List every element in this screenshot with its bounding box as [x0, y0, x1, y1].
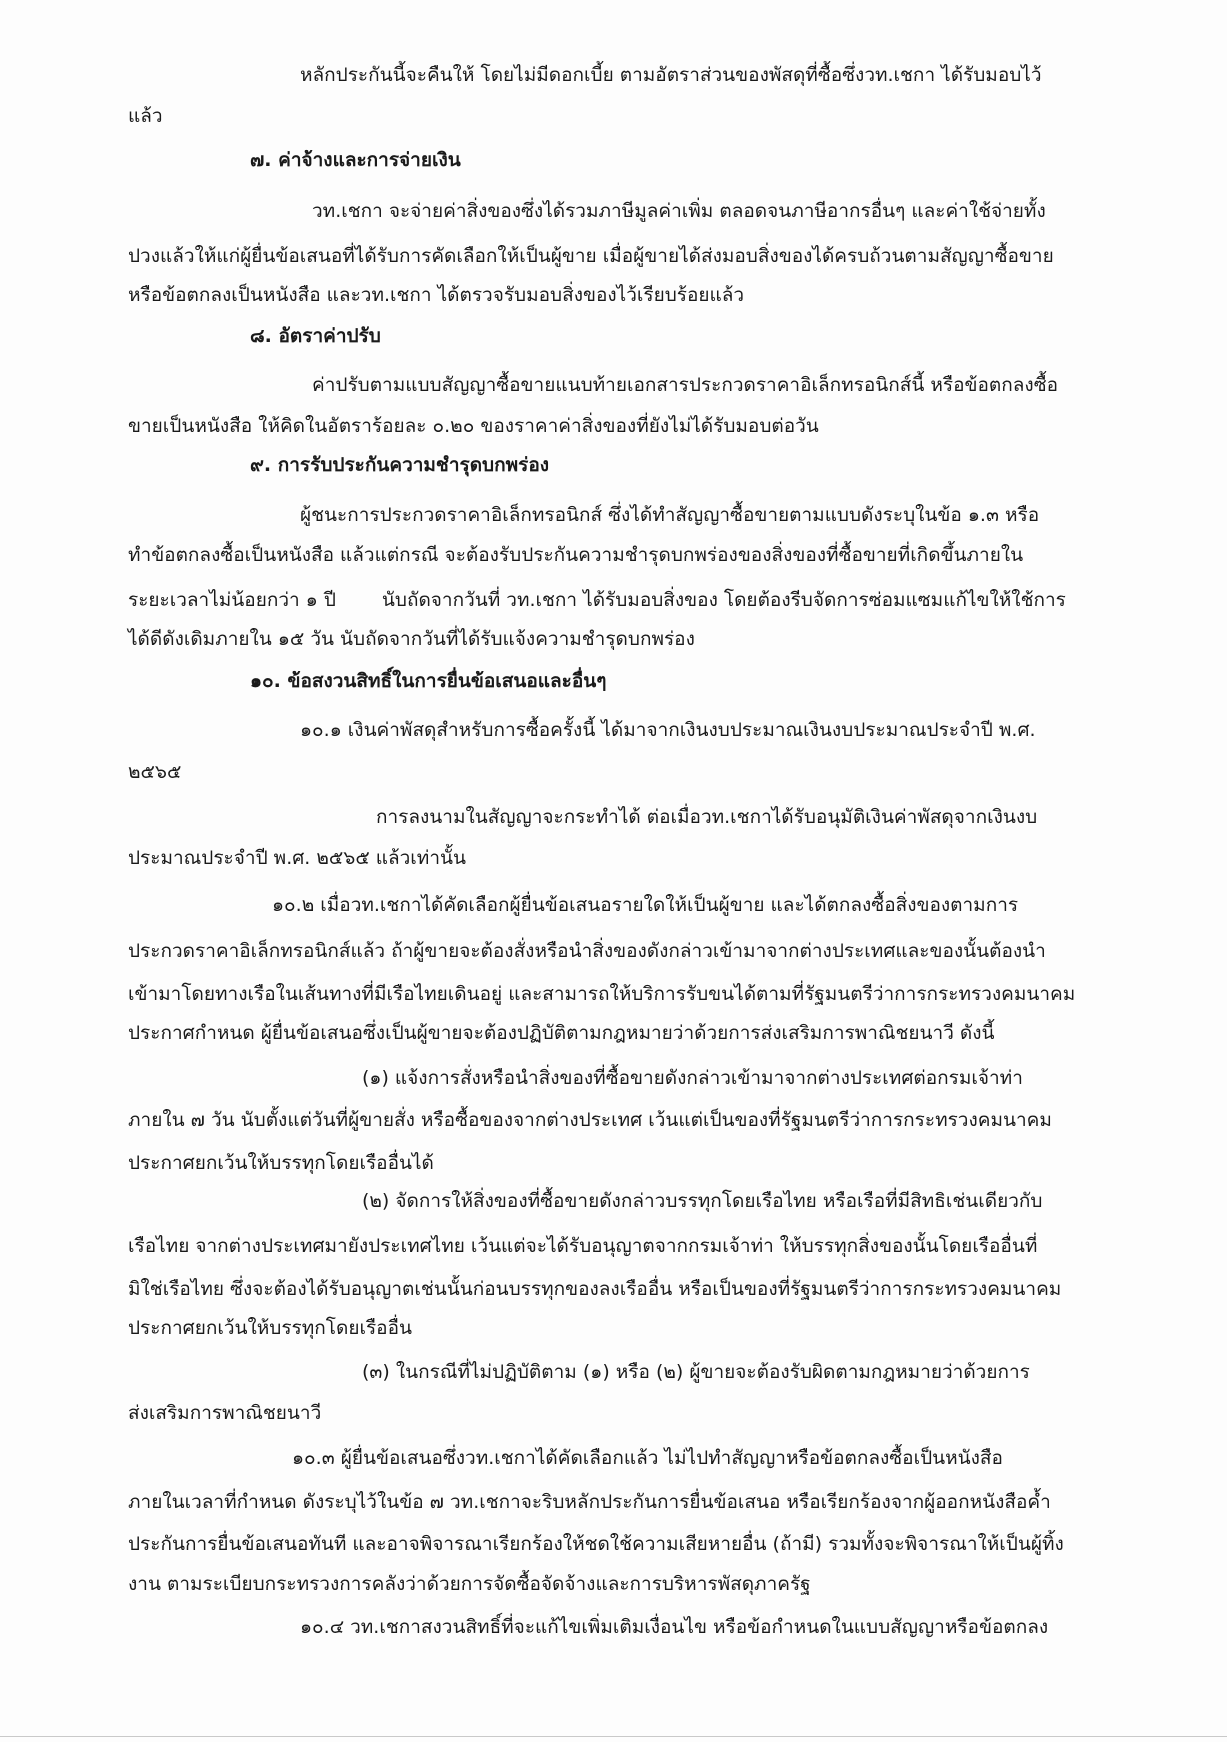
paragraph-line: ค่าปรับตามแบบสัญญาซื้อขายแนบท้ายเอกสารประกวดราคาอิเล็กทรอนิกส์นี้ หรือข้อตกลงซื้อ	[312, 374, 1059, 396]
paragraph-line: เข้ามาโดยทางเรือในเส้นทางที่มีเรือไทยเดินอยู่ และสามารถให้บริการรับขนได้ตามที่รัฐมนตรีว่าการกระทรวงคมนาคม	[128, 983, 1076, 1005]
section-heading-8: ๘. อัตราค่าปรับ	[250, 325, 381, 347]
paragraph-line: ภายในเวลาที่กำหนด ดังระบุไว้ในข้อ ๗ วท.เชกาจะริบหลักประกันการยื่นข้อเสนอ หรือเรียกร้องจากผู้ออกหนังสือค้ำ	[128, 1491, 1051, 1513]
paragraph-segment: นับถัดจากวันที่ วท.เชกา ได้รับมอบสิ่งของ โดยต้องรีบจัดการซ่อมแซมแก้ไขให้ใช้การ	[381, 589, 1066, 611]
paragraph-line: ๒๕๖๕	[128, 761, 182, 783]
paragraph-line: ประกาศยกเว้นให้บรรทุกโดยเรืออื่นได้	[128, 1152, 434, 1174]
paragraph-line: (๒) จัดการให้สิ่งของที่ซื้อขายดังกล่าวบรรทุกโดยเรือไทย หรือเรือที่มีสิทธิเช่นเดียวกับ	[362, 1190, 1043, 1212]
paragraph-line: ได้ดีดังเดิมภายใน ๑๕ วัน นับถัดจากวันที่ได้รับแจ้งความชำรุดบกพร่อง	[128, 628, 695, 650]
paragraph-line: ผู้ชนะการประกวดราคาอิเล็กทรอนิกส์ ซึ่งได้ทำสัญญาซื้อขายตามแบบดังระบุในข้อ ๑.๓ หรือ	[300, 504, 1040, 526]
paragraph-line: ๑๐.๑ เงินค่าพัสดุสำหรับการซื้อครั้งนี้ ได้มาจากเงินงบประมาณเงินงบประมาณประจำปี พ.ศ.	[300, 719, 1036, 741]
paragraph-line: งาน ตามระเบียบกระทรวงการคลังว่าด้วยการจัดซื้อจัดจ้างและการบริหารพัสดุภาครัฐ	[128, 1573, 811, 1595]
paragraph-line: (๑) แจ้งการสั่งหรือนำสิ่งของที่ซื้อขายดังกล่าวเข้ามาจากต่างประเทศต่อกรมเจ้าท่า	[362, 1067, 1023, 1089]
paragraph-line	[128, 587, 1066, 613]
paragraph-line: ประกันการยื่นข้อเสนอทันที และอาจพิจารณาเรียกร้องให้ชดใช้ความเสียหายอื่น (ถ้ามี) รวมทั้งจะพิจารณาให้เป็นผู้ทิ้ง	[128, 1533, 1064, 1555]
paragraph-line: ส่งเสริมการพาณิชยนาวี	[128, 1402, 322, 1424]
paragraph-line: ๑๐.๓ ผู้ยื่นข้อเสนอซึ่งวท.เชกาได้คัดเลือกแล้ว ไม่ไปทำสัญญาหรือข้อตกลงซื้อเป็นหนังสือ	[292, 1447, 1003, 1469]
paragraph-line: ประกาศยกเว้นให้บรรทุกโดยเรืออื่น	[128, 1317, 412, 1339]
paragraph-line: เรือไทย จากต่างประเทศมายังประเทศไทย เว้นแต่จะได้รับอนุญาตจากกรมเจ้าท่า ให้บรรทุกสิ่งของนั้นโดยเรืออื่นที่	[128, 1235, 1038, 1257]
paragraph-line: หรือข้อตกลงเป็นหนังสือ และวท.เชกา ได้ตรวจรับมอบสิ่งของไว้เรียบร้อยแล้ว	[128, 284, 745, 306]
paragraph-line: มิใช่เรือไทย ซึ่งจะต้องได้รับอนุญาตเช่นนั้นก่อนบรรทุกของลงเรืออื่น หรือเป็นของที่รัฐมนตรีว่าการกระทรวงคมนาคม	[128, 1278, 1062, 1300]
paragraph-line: ทำข้อตกลงซื้อเป็นหนังสือ แล้วแต่กรณี จะต้องรับประกันความชำรุดบกพร่องของสิ่งของที่ซื้อขายที่เกิดขึ้นภายใน	[128, 544, 1024, 566]
paragraph-line: (๓) ในกรณีที่ไม่ปฏิบัติตาม (๑) หรือ (๒) ผู้ขายจะต้องรับผิดตามกฎหมายว่าด้วยการ	[362, 1361, 1030, 1383]
paragraph-line: แล้ว	[128, 105, 163, 127]
paragraph-segment: ระยะเวลาไม่น้อยกว่า ๑ ปี	[128, 589, 336, 611]
paragraph-line: การลงนามในสัญญาจะกระทำได้ ต่อเมื่อวท.เชกาได้รับอนุมัติเงินค่าพัสดุจากเงินงบ	[376, 806, 1038, 828]
paragraph-line: ๑๐.๒ เมื่อวท.เชกาได้คัดเลือกผู้ยื่นข้อเสนอรายใดให้เป็นผู้ขาย และได้ตกลงซื้อสิ่งของตามการ	[272, 894, 1019, 916]
page-bottom-edge	[0, 1736, 1227, 1737]
paragraph-line: ปวงแล้วให้แก่ผู้ยื่นข้อเสนอที่ได้รับการคัดเลือกให้เป็นผู้ขาย เมื่อผู้ขายได้ส่งมอบสิ่งของได้ครบถ้วนตามสัญญาซื้อขาย	[128, 245, 1054, 267]
section-heading-10: ๑๐. ข้อสงวนสิทธิ์ในการยื่นข้อเสนอและอื่นๆ	[250, 670, 607, 692]
paragraph-line: หลักประกันนี้จะคืนให้ โดยไม่มีดอกเบี้ย ตามอัตราส่วนของพัสดุที่ซื้อซึ่งวท.เชกา ได้รับมอบไว้	[300, 64, 1042, 86]
paragraph-line: ๑๐.๔ วท.เชกาสงวนสิทธิ์ที่จะแก้ไขเพิ่มเติมเงื่อนไข หรือข้อกำหนดในแบบสัญญาหรือข้อตกลง	[300, 1616, 1049, 1638]
section-heading-7: ๗. ค่าจ้างและการจ่ายเงิน	[250, 149, 461, 171]
paragraph-line: ประกวดราคาอิเล็กทรอนิกส์แล้ว ถ้าผู้ขายจะต้องสั่งหรือนำสิ่งของดังกล่าวเข้ามาจากต่างประเทศและของนั้นต้องนำ	[128, 940, 1046, 962]
paragraph-line: ขายเป็นหนังสือ ให้คิดในอัตราร้อยละ ๐.๒๐ ของราคาค่าสิ่งของที่ยังไม่ได้รับมอบต่อวัน	[128, 415, 819, 437]
paragraph-line: ภายใน ๗ วัน นับตั้งแต่วันที่ผู้ขายสั่ง หรือซื้อของจากต่างประเทศ เว้นแต่เป็นของที่รัฐมนตรีว่าการกระทรวงคมนาคม	[128, 1109, 1052, 1131]
paragraph-line: ประกาศกำหนด ผู้ยื่นข้อเสนอซึ่งเป็นผู้ขายจะต้องปฏิบัติตามกฎหมายว่าด้วยการส่งเสริมการพาณิชยนาวี ดังนี้	[128, 1022, 995, 1044]
paragraph-line: วท.เชกา จะจ่ายค่าสิ่งของซึ่งได้รวมภาษีมูลค่าเพิ่ม ตลอดจนภาษีอากรอื่นๆ และค่าใช้จ่ายทั้ง	[312, 200, 1046, 222]
section-heading-9: ๙. การรับประกันความชำรุดบกพร่อง	[250, 454, 550, 476]
paragraph-line: ประมาณประจำปี พ.ศ. ๒๕๖๕ แล้วเท่านั้น	[128, 847, 466, 869]
